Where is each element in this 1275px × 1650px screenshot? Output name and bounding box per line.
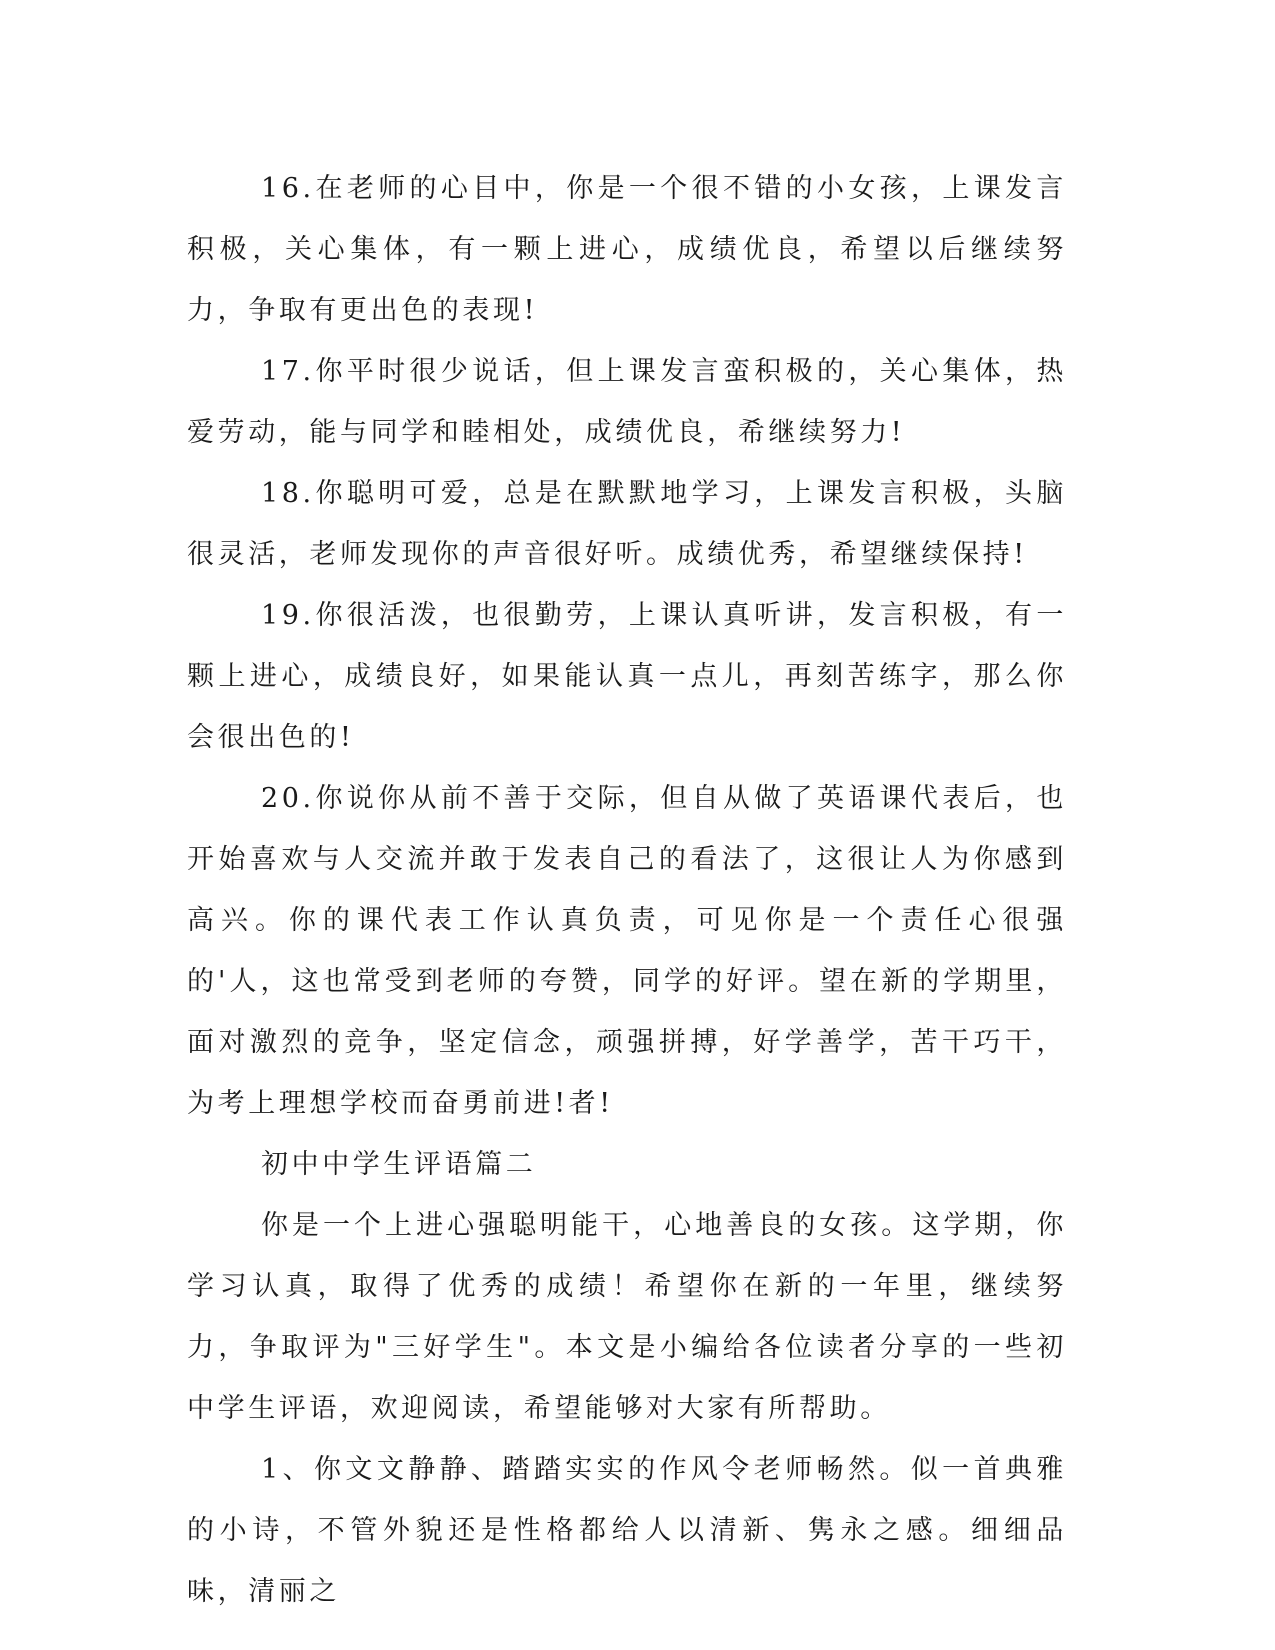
comment-paragraph-17: 17.你平时很少说话，但上课发言蛮积极的，关心集体，热爱劳动，能与同学和睦相处，成绩优良，希继续努力! [187,356,1067,448]
section-heading: 初中中学生评语篇二 [261,1149,537,1180]
comment-paragraph-18: 18.你聪明可爱，总是在默默地学习，上课发言积极，头脑很灵活，老师发现你的声音很好听。成绩优秀，希望继续保持! [187,478,1067,570]
comment-paragraph-16: 16.在老师的心目中，你是一个很不错的小女孩，上课发言积极，关心集体，有一颗上进心，成绩优良，希望以后继续努力，争取有更出色的表现! [187,173,1067,326]
comment-paragraph-20: 20.你说你从前不善于交际，但自从做了英语课代表后，也开始喜欢与人交流并敢于发表自己的看法了，这很让人为你感到高兴。你的课代表工作认真负责，可见你是一个责任心很强的'人，这也常受到老师的夸赞，同学的好评。望在新的学期里，面对激烈的竞争，坚定信念，顽强拼搏，好学善学，苦干巧干，为考上理想学校而奋勇前进!者! [187,783,1067,1119]
comment-paragraph-1: 1、你文文静静、踏踏实实的作风令老师畅然。似一首典雅的小诗，不管外貌还是性格都给人以清新、隽永之感。细细品味，清丽之 [187,1454,1067,1607]
intro-paragraph: 你是一个上进心强聪明能干，心地善良的女孩。这学期，你学习认真，取得了优秀的成绩！希望你在新的一年里，继续努力，争取评为"三好学生"。本文是小编给各位读者分享的一些初中学生评语，欢迎阅读，希望能够对大家有所帮助。 [187,1210,1067,1424]
document-body [187,158,1067,1622]
comment-paragraph-19: 19.你很活泼，也很勤劳，上课认真听讲，发言积极，有一颗上进心，成绩良好，如果能认真一点儿，再刻苦练字，那么你会很出色的! [187,600,1067,753]
